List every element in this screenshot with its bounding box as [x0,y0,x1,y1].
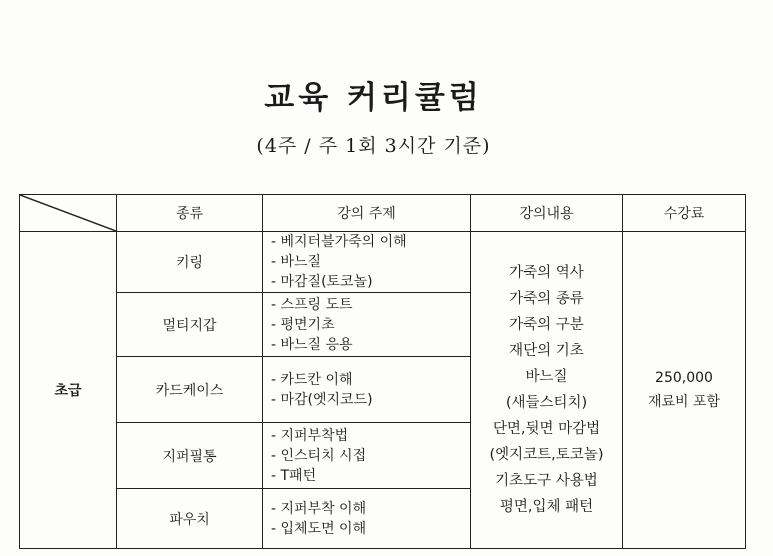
topic-line: - 지퍼부착 이해 [271,500,367,517]
topic-cell [263,357,471,423]
content-line: (엣지코트,토코놀) [489,447,604,463]
content-line: 단면,뒷면 마감법 [492,421,601,437]
content-line: 가죽의 구분 [509,317,584,333]
header-type: 종류 [117,195,263,232]
header-fee: 수강료 [623,195,746,232]
header-content: 강의내용 [471,195,623,232]
fee-amount: 250,000 [655,370,713,386]
content-line: 바느질 [525,369,568,385]
document-title: 교육 커리큘럼 [264,80,483,116]
content-line: 가죽의 역사 [509,265,584,281]
topic-line: - 입체도면 이해 [271,520,367,537]
topic-line: - 베지터블가죽의 이해 [271,234,407,250]
type-cell: 멀티지갑 [117,293,263,357]
topic-line: - 바느질 응용 [271,336,353,353]
topic-line: - 인스티치 시접 [271,447,367,464]
topic-cell [263,293,471,357]
content-cell [471,232,623,549]
topic-line: - 지퍼부착법 [271,427,349,444]
type-cell: 파우치 [117,489,263,549]
topic-line: - 마감(엣지코드) [271,391,373,408]
diagonal-line [20,195,116,231]
content-line: (새들스티치) [505,395,588,411]
topic-line: - 바느질 [271,254,322,270]
type-cell: 카드케이스 [117,357,263,423]
content-line: 가죽의 종류 [509,291,584,307]
document-subtitle: (4주 / 주 1회 3시간 기준) [256,135,491,157]
topic-line: - 평면기초 [271,316,335,333]
fee-cell [623,232,746,549]
table-row [20,232,746,293]
topic-cell [263,489,471,549]
level-cell: 초급 [20,232,117,549]
curriculum-table [19,194,746,549]
header-topic: 강의 주제 [263,195,471,232]
content-line: 평면,입체 패턴 [499,499,594,515]
corner-header-cell [20,195,117,232]
fee-note: 재료비 포함 [647,394,721,410]
topic-line: - 카드칸 이해 [271,371,353,388]
topic-cell [263,423,471,489]
content-line: 기초도구 사용법 [495,473,598,489]
type-cell: 키링 [117,232,263,293]
topic-line: - T패턴 [271,467,317,484]
topic-cell [263,232,471,293]
content-line: 재단의 기초 [509,343,584,359]
topic-line: - 마감질(토코놀) [271,274,373,290]
table-header-row [20,195,746,232]
type-cell: 지퍼필통 [117,423,263,489]
topic-line: - 스프링 도트 [271,296,353,313]
